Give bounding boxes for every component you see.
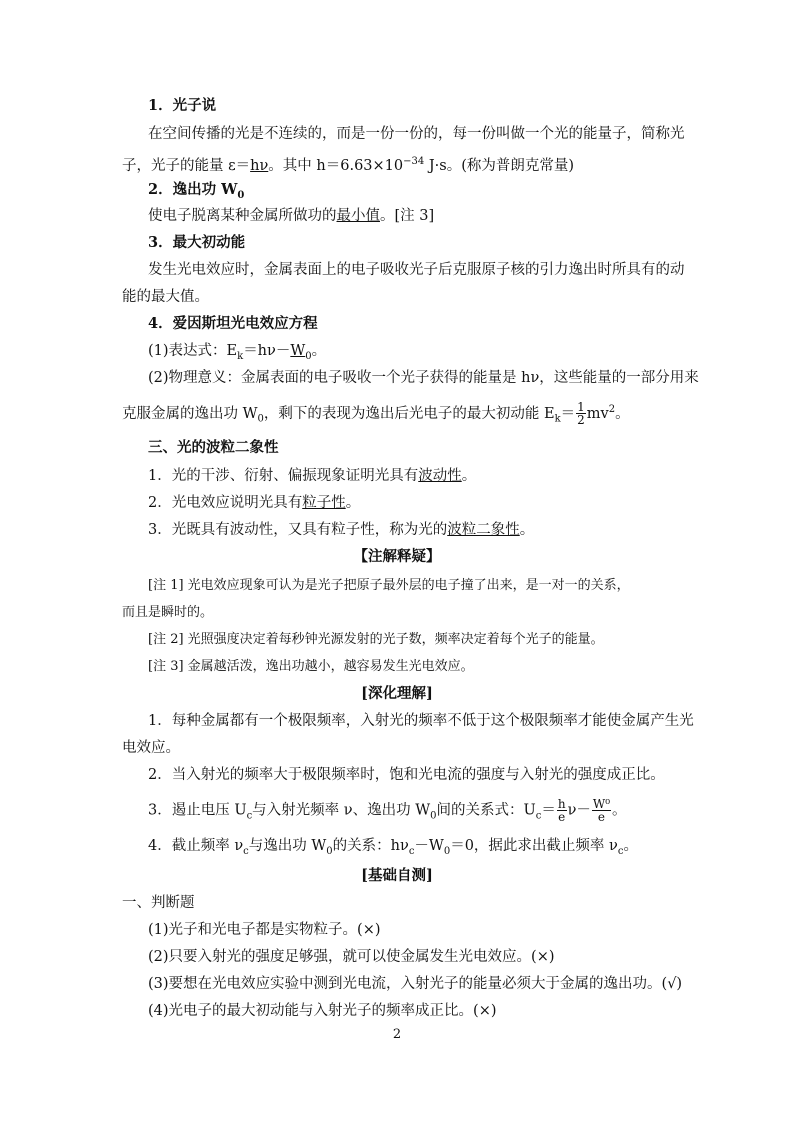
deepen-line-3: 3．遏止电压 $U_c$与入射光频率 ν、逸出功 $W_0$间的关系式：$U_c=$ $\frac{h}{e}$ ν－ $\frac{\text{W⁰}}{e}$ 。 — [148, 797, 627, 824]
question-4: (4)光电子的最大初动能与入射光子的频率成正比。(×) — [148, 1003, 497, 1019]
deepen-line-1b: 电效应。 — [122, 740, 180, 756]
page-number: 2 — [392, 1027, 402, 1042]
note-1-line-2: 而且是瞬时的。 — [122, 605, 214, 620]
w0-over-e-fraction: $\frac{\text{W⁰}}{e}$ — [592, 797, 611, 824]
note-2: [注 2] 光照强度决定着每秒钟光源发射的光子数，频率决定着每个光子的能量。 — [148, 632, 604, 647]
einstein-expression-line: (1)表达式：$E_k=h\nu-W_0$。 — [148, 343, 327, 362]
notes-heading: 【注解释疑】 — [353, 548, 441, 565]
deepen-understanding-heading: [深化理解] — [361, 685, 433, 702]
duality-line-1: 1．光的干涉、衍射、偏振现象证明光具有波动性。 — [148, 468, 477, 484]
photon-theory-line-2: 子，光子的能量 ε＝hν。其中 $h=6.63\times 10^{-34}$ J·s。(称为普朗克常量) — [122, 156, 575, 174]
duality-heading: 三、光的波粒二象性 — [148, 439, 279, 456]
question-2: (2)只要入射光的强度足够强，就可以使金属发生光电效应。(×) — [148, 949, 555, 965]
one-half-fraction: $\frac{1}{2}$ — [577, 400, 585, 428]
true-false-section-heading: 一、判断题 — [122, 895, 195, 911]
max-kinetic-energy-heading: 3．最大初动能 — [148, 234, 246, 251]
self-test-heading: [基础自测] — [361, 867, 433, 884]
photon-theory-heading: 1．光子说 — [148, 97, 217, 114]
max-kinetic-energy-line-1: 发生光电效应时，金属表面上的电子吸收光子后克服原子核的引力逸出时所具有的动 — [148, 262, 685, 278]
duality-line-2: 2．光电效应说明光具有粒子性。 — [148, 495, 361, 511]
deepen-line-2: 2．当入射光的频率大于极限频率时，饱和光电流的强度与入射光的强度成正比。 — [148, 767, 665, 783]
max-kinetic-energy-line-2: 能的最大值。 — [122, 289, 209, 305]
note-3: [注 3] 金属越活泼，逸出功越小，越容易发生光电效应。 — [148, 659, 474, 674]
question-1: (1)光子和光电子都是实物粒子。(×) — [148, 922, 381, 938]
question-3: (3)要想在光电效应实验中测到光电流，入射光子的能量必须大于金属的逸出功。(√) — [148, 976, 683, 992]
einstein-meaning-line-1: (2)物理意义：金属表面的电子吸收一个光子获得的能量是 hν，这些能量的一部分用来 — [148, 370, 699, 386]
deepen-line-4: 4．截止频率 $\nu_c$与逸出功 $W_0$的关系：$h\nu_c-W_0=0$，据此求出截止频率 $\nu_c$。 — [148, 838, 638, 857]
photon-theory-line-1: 在空间传播的光是不连续的，而是一份一份的，每一份叫做一个光的能量子，简称光 — [148, 126, 685, 142]
einstein-equation-heading: 4．爱因斯坦光电效应方程 — [148, 315, 318, 332]
duality-line-3: 3．光既具有波动性，又具有粒子性，称为光的波粒二象性。 — [148, 522, 535, 538]
work-function-heading: 2．逸出功 $W_0$ — [148, 181, 245, 201]
h-over-e-fraction: $\frac{h}{e}$ — [557, 797, 566, 824]
work-function-line: 使电子脱离某种金属所做功的最小值。[注 3] — [148, 208, 435, 224]
einstein-meaning-line-2: 克服金属的逸出功 $W_0$，剩下的表现为逸出后光电子的最大初动能 $E_k=$ $\frac{1}{2}$ $mv^2$。 — [122, 400, 630, 428]
note-1-line-1: [注 1] 光电效应现象可认为是光子把原子最外层的电子撞了出来，是一对一的关系， — [148, 578, 630, 593]
deepen-line-1a: 1．每种金属都有一个极限频率，入射光的频率不低于这个极限频率才能使金属产生光 — [148, 713, 694, 729]
